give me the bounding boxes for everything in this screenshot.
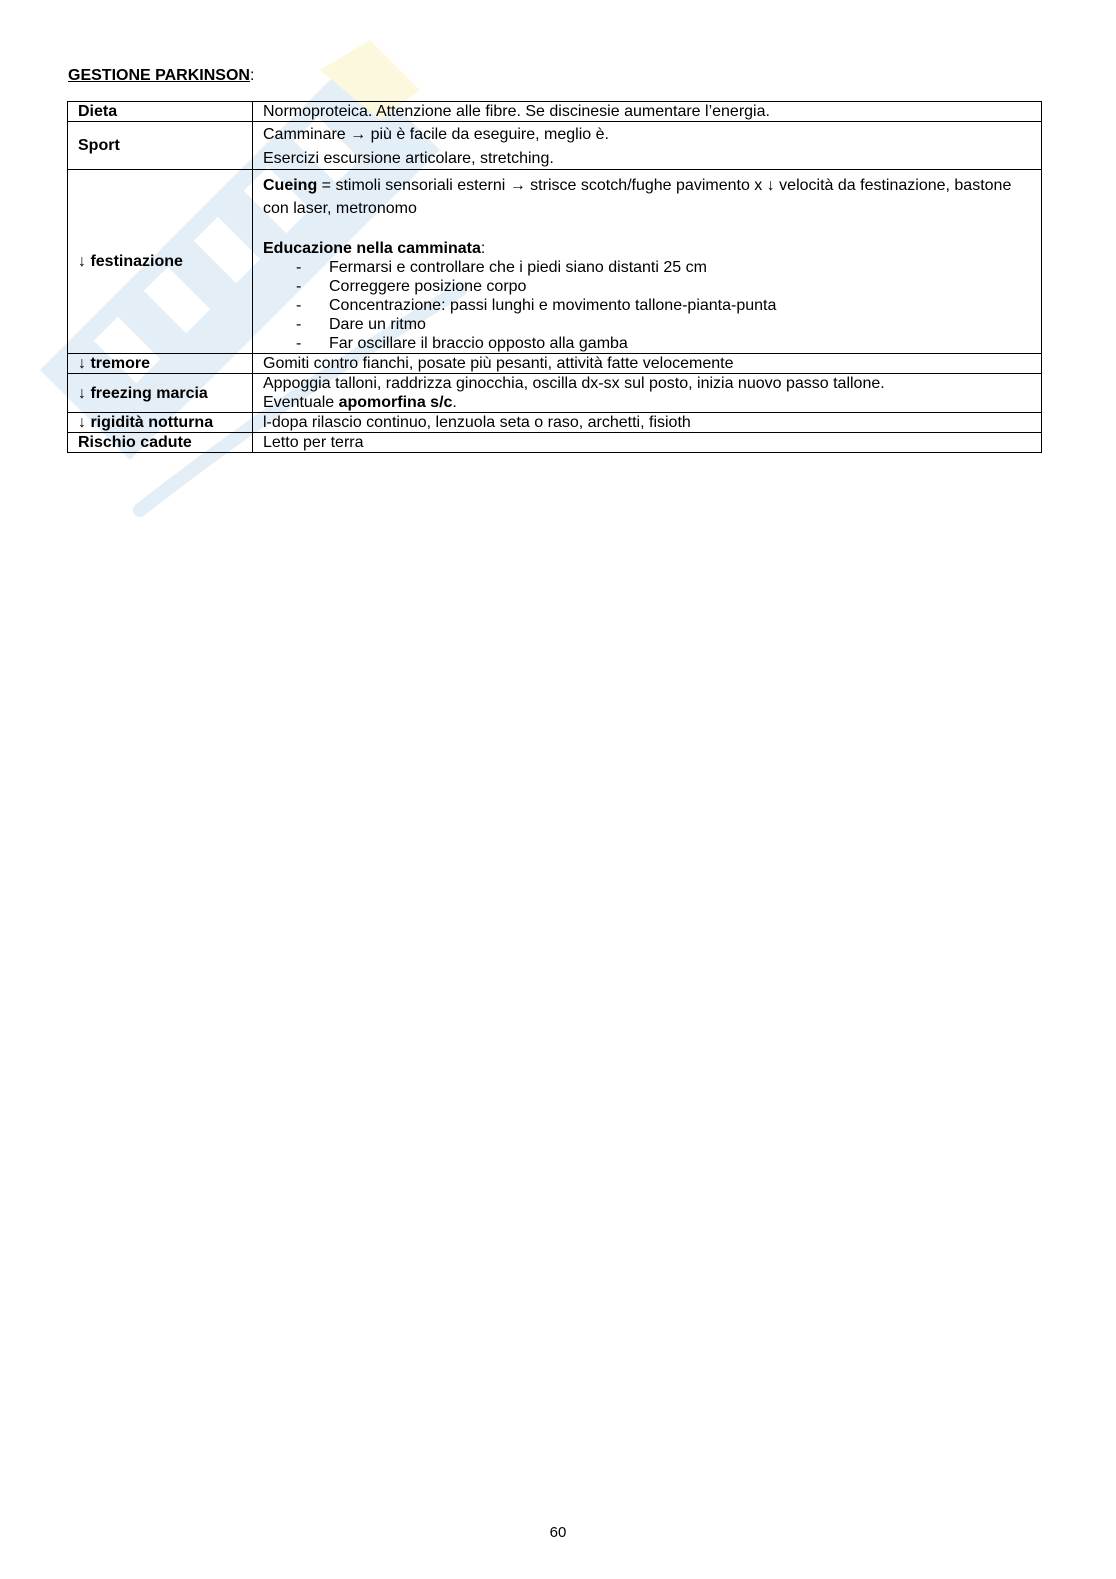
list-item — [263, 258, 1031, 277]
page-title — [68, 67, 254, 85]
cueing-term: Cueing — [263, 177, 318, 194]
dash-marker: - — [296, 259, 302, 276]
row-value-tremore: Gomiti contro fianchi, posate più pesanti, attività fatte velocemente — [253, 354, 1042, 374]
row-value-dieta: Normoproteica. Attenzione alle fibre. Se discinesie aumentare l’energia. — [253, 102, 1042, 122]
dash-marker: - — [296, 278, 302, 295]
table-row-rigidita — [68, 413, 1042, 433]
page-title-text: GESTIONE PARKINSON — [68, 67, 250, 84]
sport-line-2: Esercizi escursione articolare, stretching. — [263, 150, 554, 167]
row-value-rigidita: l-dopa rilascio continuo, lenzuola seta o raso, archetti, fisioth — [253, 413, 1042, 433]
list-item — [263, 315, 1031, 334]
row-label-dieta: Dieta — [68, 102, 253, 122]
dash-marker: - — [296, 316, 302, 333]
management-table — [67, 101, 1042, 453]
list-item-text: Dare un ritmo — [329, 316, 426, 333]
page-title-colon: : — [249, 67, 255, 84]
row-label-tremore: ↓ tremore — [68, 354, 253, 374]
table-row-dieta — [68, 102, 1042, 122]
freezing-prefix: Eventuale — [263, 394, 339, 411]
education-colon: : — [480, 240, 486, 257]
freezing-suffix: . — [452, 394, 457, 411]
education-list — [263, 258, 1031, 353]
list-item-text: Far oscillare il braccio opposto alla gamba — [329, 335, 628, 352]
paragraph-gap — [263, 220, 1031, 239]
cueing-paragraph — [263, 174, 1031, 220]
row-label-sport: Sport — [68, 122, 253, 170]
table-row-sport — [68, 122, 1042, 170]
cueing-description: = stimoli sensoriali esterni → strisce scotch/fughe pavimento x ↓ velocità da festinazione, bastone con laser, metronomo — [263, 177, 1012, 217]
list-item — [263, 334, 1031, 353]
row-value-cadute: Letto per terra — [253, 433, 1042, 453]
list-item — [263, 277, 1031, 296]
list-item-text: Fermarsi e controllare che i piedi siano distanti 25 cm — [329, 259, 707, 276]
dash-marker: - — [296, 335, 302, 352]
list-item-text: Correggere posizione corpo — [329, 278, 527, 295]
freezing-drug: apomorfina s/c — [338, 394, 453, 411]
page-number: 60 — [549, 1524, 567, 1541]
row-label-cadute: Rischio cadute — [68, 433, 253, 453]
row-value-festinazione — [253, 170, 1042, 354]
row-value-sport — [253, 122, 1042, 170]
row-value-freezing — [253, 374, 1042, 413]
education-heading — [263, 239, 1031, 258]
table-row-freezing — [68, 374, 1042, 413]
row-label-festinazione: ↓ festinazione — [68, 170, 253, 354]
list-item-text: Concentrazione: passi lunghi e movimento tallone-pianta-punta — [329, 297, 777, 314]
table-row-cadute — [68, 433, 1042, 453]
row-label-rigidita: ↓ rigidità notturna — [68, 413, 253, 433]
table-row-festinazione — [68, 170, 1042, 354]
sport-line-1: Camminare → più è facile da eseguire, meglio è. — [263, 126, 609, 143]
education-term: Educazione nella camminata — [263, 240, 481, 257]
table-row-tremore — [68, 354, 1042, 374]
freezing-line-1: Appoggia talloni, raddrizza ginocchia, oscilla dx-sx sul posto, inizia nuovo passo tallone. — [263, 375, 885, 392]
list-item — [263, 296, 1031, 315]
row-label-freezing: ↓ freezing marcia — [68, 374, 253, 413]
freezing-line-2 — [263, 393, 1031, 412]
dash-marker: - — [296, 297, 302, 314]
